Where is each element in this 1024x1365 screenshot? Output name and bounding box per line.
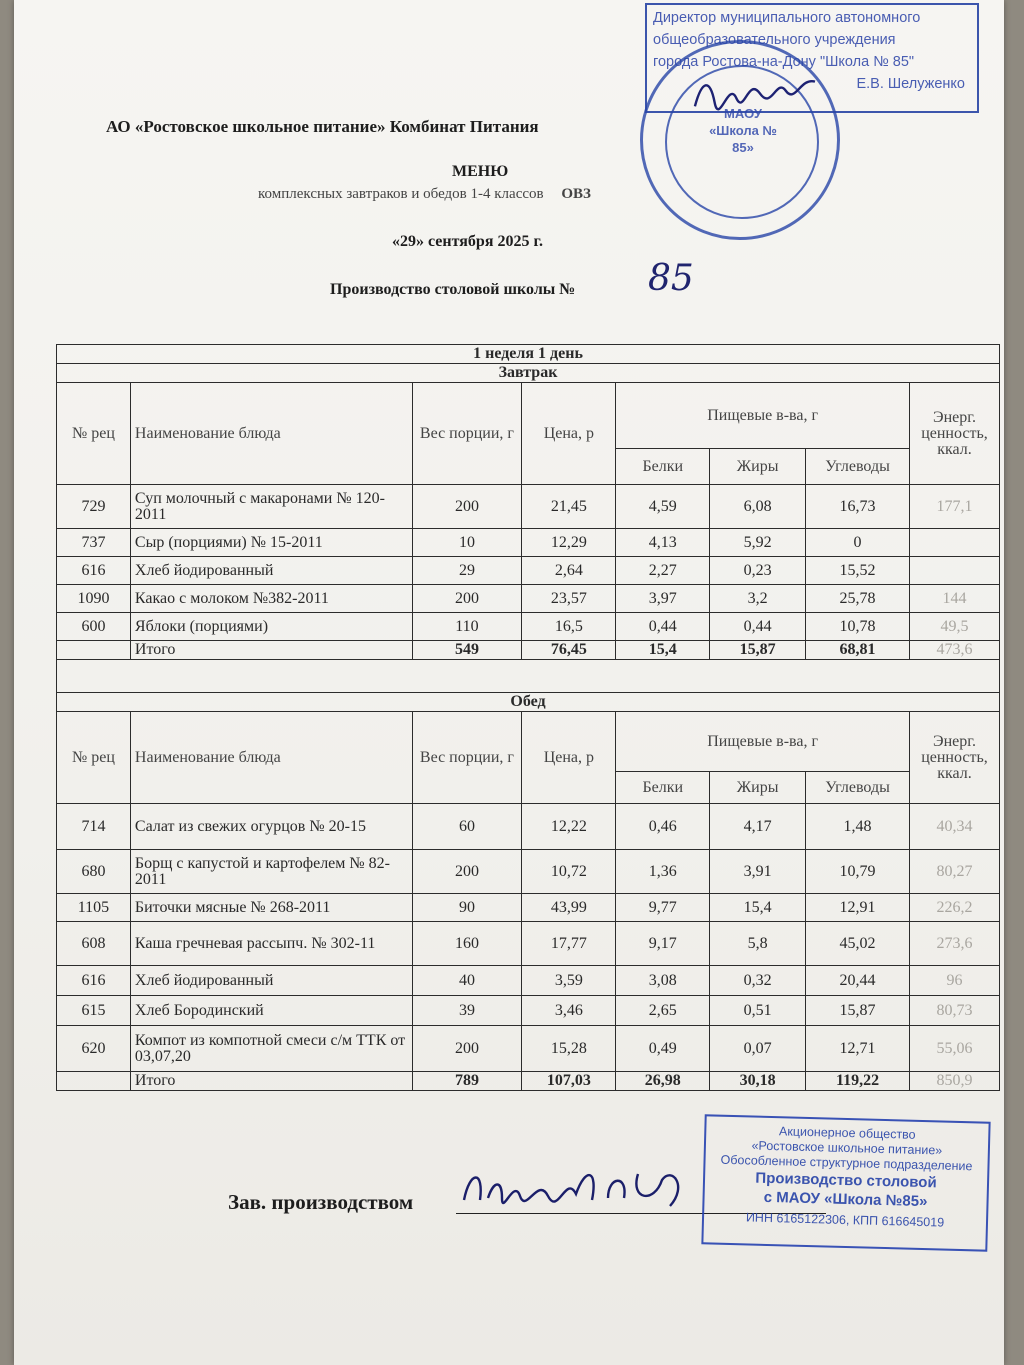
dish-name: Каша гречневая рассыпч. № 302-11 <box>130 922 412 966</box>
week-day-header: 1 неделя 1 день <box>57 345 1000 364</box>
dish-price: 12,29 <box>522 529 616 557</box>
total-protein: 15,4 <box>616 641 710 660</box>
col-name: Наименование блюда <box>130 712 412 804</box>
total-fat: 30,18 <box>710 1072 806 1091</box>
menu-title: МЕНЮ <box>452 163 509 180</box>
lunch-title: Обед <box>57 693 1000 712</box>
spacer-row <box>57 660 1000 693</box>
total-weight: 549 <box>412 641 522 660</box>
seal-text: МАОУ «Школа № 85» <box>709 106 777 155</box>
total-weight: 789 <box>412 1072 522 1091</box>
col-energy: Энерг. ценность, ккал. <box>910 712 1000 804</box>
carbs-value: 1,48 <box>806 804 910 850</box>
protein-value: 4,59 <box>616 485 710 529</box>
col-protein: Белки <box>616 772 710 804</box>
total-carbs: 68,81 <box>806 641 910 660</box>
total-carbs: 119,22 <box>806 1072 910 1091</box>
portion-weight: 60 <box>412 804 522 850</box>
col-protein: Белки <box>616 449 710 485</box>
portion-weight: 90 <box>412 894 522 922</box>
dish-name: Салат из свежих огурцов № 20-15 <box>130 804 412 850</box>
table-row <box>57 804 1000 850</box>
dish-price: 3,59 <box>522 966 616 996</box>
portion-weight: 110 <box>412 613 522 641</box>
fat-value: 0,23 <box>710 557 806 585</box>
dish-price: 23,57 <box>522 585 616 613</box>
col-num: № рец <box>57 383 131 485</box>
portion-weight: 40 <box>412 966 522 996</box>
table-row <box>57 585 1000 613</box>
col-price: Цена, р <box>522 383 616 485</box>
col-price: Цена, р <box>522 712 616 804</box>
total-label: Итого <box>130 1072 412 1091</box>
col-nutrients: Пищевые в-ва, г <box>616 383 910 449</box>
table-row <box>57 529 1000 557</box>
dish-price: 43,99 <box>522 894 616 922</box>
menu-subtitle-text: комплексных завтраков и обедов 1-4 классов <box>258 186 544 202</box>
stamp-line-4: Производство столовой <box>755 1169 937 1192</box>
col-nutrients: Пищевые в-ва, г <box>616 712 910 772</box>
protein-value: 1,36 <box>616 850 710 894</box>
approval-line-2: общеобразовательного учреждения <box>653 32 896 48</box>
dish-name: Яблоки (порциями) <box>130 613 412 641</box>
portion-weight: 160 <box>412 922 522 966</box>
menu-table <box>56 344 1000 1091</box>
dish-name: Хлеб йодированный <box>130 557 412 585</box>
breakfast-total-row <box>57 641 1000 660</box>
energy-value: 40,34 <box>910 804 1000 850</box>
dish-price: 15,28 <box>522 1026 616 1072</box>
portion-weight: 29 <box>412 557 522 585</box>
protein-value: 3,08 <box>616 966 710 996</box>
stamp-line-2: «Ростовское школьное питание» <box>751 1138 943 1158</box>
protein-value: 4,13 <box>616 529 710 557</box>
dish-name: Суп молочный с макаронами № 120-2011 <box>130 485 412 529</box>
total-energy: 473,6 <box>910 641 1000 660</box>
dish-price: 12,22 <box>522 804 616 850</box>
stamp-line-1: Акционерное общество <box>778 1124 916 1142</box>
dish-name: Биточки мясные № 268-2011 <box>130 894 412 922</box>
fat-value: 3,91 <box>710 850 806 894</box>
col-weight: Вес порции, г <box>412 712 522 804</box>
portion-weight: 200 <box>412 1026 522 1072</box>
portion-weight: 200 <box>412 850 522 894</box>
col-fat: Жиры <box>710 772 806 804</box>
recipe-number: 714 <box>57 804 131 850</box>
energy-value <box>910 557 1000 585</box>
protein-value: 0,49 <box>616 1026 710 1072</box>
school-number-handwritten: 85 <box>648 258 694 299</box>
protein-value: 2,27 <box>616 557 710 585</box>
total-price: 76,45 <box>522 641 616 660</box>
recipe-number: 600 <box>57 613 131 641</box>
energy-value: 80,73 <box>910 996 1000 1026</box>
carbs-value: 0 <box>806 529 910 557</box>
fat-value: 4,17 <box>710 804 806 850</box>
dish-name: Хлеб йодированный <box>130 966 412 996</box>
total-protein: 26,98 <box>616 1072 710 1091</box>
recipe-number: 615 <box>57 996 131 1026</box>
energy-value: 177,1 <box>910 485 1000 529</box>
dish-price: 3,46 <box>522 996 616 1026</box>
fat-value: 5,92 <box>710 529 806 557</box>
carbs-value: 12,91 <box>806 894 910 922</box>
dish-name: Хлеб Бородинский <box>130 996 412 1026</box>
table-row <box>57 922 1000 966</box>
fat-value: 3,2 <box>710 585 806 613</box>
protein-value: 2,65 <box>616 996 710 1026</box>
portion-weight: 39 <box>412 996 522 1026</box>
table-row <box>57 850 1000 894</box>
recipe-number: 608 <box>57 922 131 966</box>
total-energy: 850,9 <box>910 1072 1000 1091</box>
col-num: № рец <box>57 712 131 804</box>
ovz-label: ОВЗ <box>561 186 591 202</box>
chief-signature <box>458 1160 698 1226</box>
protein-value: 9,17 <box>616 922 710 966</box>
recipe-number: 616 <box>57 966 131 996</box>
lunch-total-row <box>57 1072 1000 1091</box>
carbs-value: 45,02 <box>806 922 910 966</box>
table-row <box>57 966 1000 996</box>
dish-name: Сыр (порциями) № 15-2011 <box>130 529 412 557</box>
carbs-value: 20,44 <box>806 966 910 996</box>
breakfast-title: Завтрак <box>57 364 1000 383</box>
col-weight: Вес порции, г <box>412 383 522 485</box>
carbs-value: 12,71 <box>806 1026 910 1072</box>
dish-price: 2,64 <box>522 557 616 585</box>
fat-value: 5,8 <box>710 922 806 966</box>
fat-value: 0,44 <box>710 613 806 641</box>
col-carbs: Углеводы <box>806 772 910 804</box>
dish-price: 16,5 <box>522 613 616 641</box>
energy-value: 226,2 <box>910 894 1000 922</box>
production-stamp <box>701 1114 990 1251</box>
stamp-line-5: с МАОУ «Школа №85» <box>763 1188 928 1211</box>
portion-weight: 200 <box>412 585 522 613</box>
total-fat: 15,87 <box>710 641 806 660</box>
energy-value: 49,5 <box>910 613 1000 641</box>
recipe-number: 729 <box>57 485 131 529</box>
portion-weight: 200 <box>412 485 522 529</box>
col-energy: Энерг. ценность, ккал. <box>910 383 1000 485</box>
production-label: Производство столовой школы № <box>330 281 576 298</box>
approval-line-1: Директор муниципального автономного <box>653 10 921 26</box>
dish-price: 10,72 <box>522 850 616 894</box>
protein-value: 3,97 <box>616 585 710 613</box>
protein-value: 0,46 <box>616 804 710 850</box>
carbs-value: 15,87 <box>806 996 910 1026</box>
fat-value: 0,07 <box>710 1026 806 1072</box>
carbs-value: 10,79 <box>806 850 910 894</box>
table-row <box>57 557 1000 585</box>
carbs-value: 16,73 <box>806 485 910 529</box>
recipe-number: 680 <box>57 850 131 894</box>
col-carbs: Углеводы <box>806 449 910 485</box>
dish-price: 21,45 <box>522 485 616 529</box>
total-label: Итого <box>130 641 412 660</box>
recipe-number: 1090 <box>57 585 131 613</box>
total-price: 107,03 <box>522 1072 616 1091</box>
dish-name: Компот из компотной смеси с/м ТТК от 03,07,20 <box>130 1026 412 1072</box>
recipe-number: 1105 <box>57 894 131 922</box>
stamp-line-6: ИНН 6165122306, КПП 616645019 <box>745 1210 945 1230</box>
energy-value: 55,06 <box>910 1026 1000 1072</box>
energy-value <box>910 529 1000 557</box>
col-name: Наименование блюда <box>130 383 412 485</box>
recipe-number: 616 <box>57 557 131 585</box>
protein-value: 0,44 <box>616 613 710 641</box>
energy-value: 144 <box>910 585 1000 613</box>
carbs-value: 15,52 <box>806 557 910 585</box>
approval-line-3: города Ростова-на-Дону "Школа № 85" <box>653 54 915 70</box>
carbs-value: 10,78 <box>806 613 910 641</box>
table-row <box>57 613 1000 641</box>
recipe-number: 620 <box>57 1026 131 1072</box>
organization-title: АО «Ростовское школьное питание» Комбинат Питания <box>106 117 539 136</box>
energy-value: 80,27 <box>910 850 1000 894</box>
fat-value: 15,4 <box>710 894 806 922</box>
stamp-line-3: Обособленное структурное подразделение <box>720 1152 973 1174</box>
table-row <box>57 485 1000 529</box>
fat-value: 0,51 <box>710 996 806 1026</box>
protein-value: 9,77 <box>616 894 710 922</box>
footer-label: Зав. производством <box>228 1190 414 1214</box>
energy-value: 273,6 <box>910 922 1000 966</box>
carbs-value: 25,78 <box>806 585 910 613</box>
portion-weight: 10 <box>412 529 522 557</box>
dish-name: Какао с молоком №382-2011 <box>130 585 412 613</box>
recipe-number: 737 <box>57 529 131 557</box>
table-row <box>57 894 1000 922</box>
table-row <box>57 1026 1000 1072</box>
col-fat: Жиры <box>710 449 806 485</box>
fat-value: 6,08 <box>710 485 806 529</box>
menu-subtitle <box>258 186 591 203</box>
approval-line-4: Е.В. Шелуженко <box>856 76 965 92</box>
energy-value: 96 <box>910 966 1000 996</box>
fat-value: 0,32 <box>710 966 806 996</box>
table-row <box>57 996 1000 1026</box>
menu-date: «29» сентября 2025 г. <box>392 233 543 250</box>
dish-name: Борщ с капустой и картофелем № 82-2011 <box>130 850 412 894</box>
signature-icon <box>458 1160 698 1216</box>
dish-price: 17,77 <box>522 922 616 966</box>
